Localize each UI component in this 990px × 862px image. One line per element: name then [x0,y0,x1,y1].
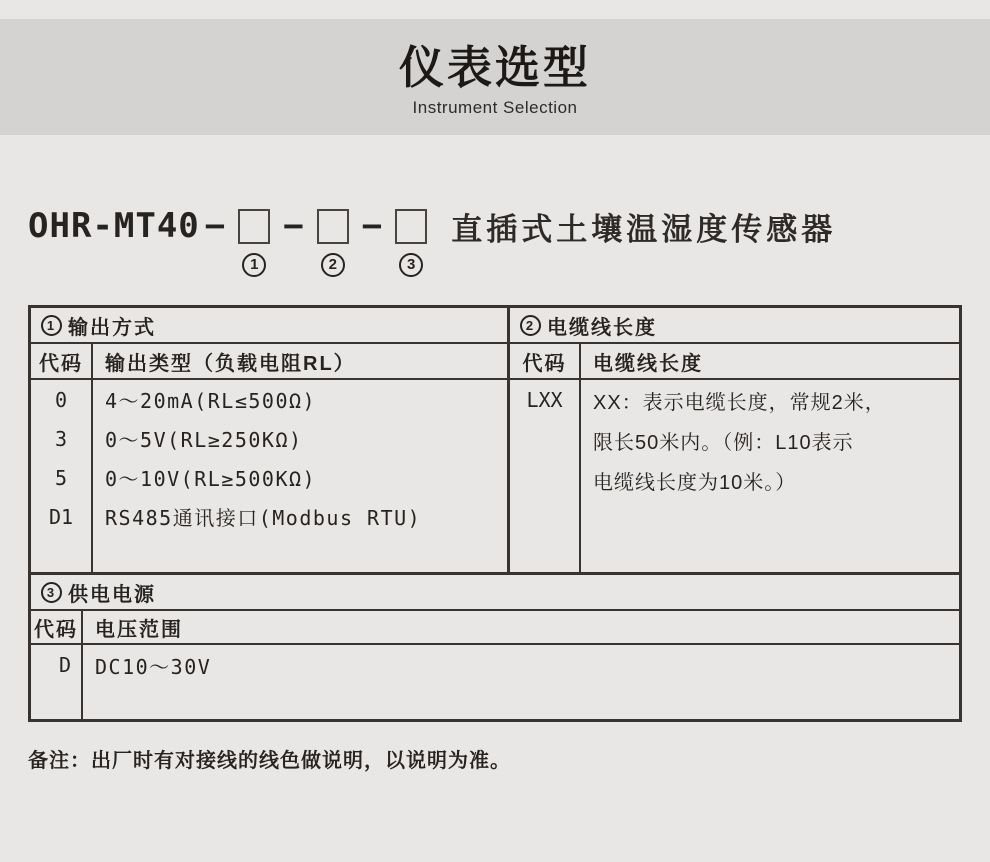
section-output-mode [31,308,510,572]
section2-desc-column [581,380,959,572]
section3-desc-column [83,645,959,719]
circled-number-3: 3 [399,253,423,277]
section1-body [31,380,507,572]
section1-code-column [31,380,93,572]
dash-separator: − [204,206,226,246]
col-header-code: 代码 [31,344,93,378]
table-cell: 0 [54,387,68,412]
section3-code-column [31,645,83,719]
section3-title: 供电电源 [68,583,156,606]
table-cell: DC10～30V [95,654,212,679]
table-cell: D1 [48,504,74,529]
product-name: 直插式土壤温湿度传感器 [451,211,837,247]
table-cell: 3 [54,426,68,451]
col-header-desc: 输出类型（负载电阻RL） [105,352,356,375]
option-box-1 [238,209,270,273]
selection-table [28,305,962,722]
model-prefix: OHR-MT40 [28,206,200,246]
header-band [0,19,990,135]
section1-desc-column [93,380,507,572]
option-box-2 [317,209,349,273]
section3-column-header [31,611,959,645]
table-cell: 限长50米内。（例：L10表示 [593,431,854,454]
table-cell: XX：表示电缆长度，常规2米， [593,391,886,414]
note-text: 出厂时有对接线的线色做说明，以说明为准。 [91,750,511,772]
table-cell: D [58,653,71,677]
section2-code-column [510,380,581,572]
col-header-desc: 电压范围 [95,618,183,641]
table-cell: 0～5V(RL≥250KΩ) [105,428,303,452]
table-cell: 电缆线长度为10米。） [593,471,797,494]
section-power-supply [31,575,959,719]
section1-column-header [31,344,507,380]
section1-title: 输出方式 [68,316,156,339]
circled-number-2: 2 [520,315,541,336]
col-header-code: 代码 [510,344,581,378]
option-box-3 [395,209,427,273]
circled-number-2: 2 [321,253,345,277]
table-cell: 4～20mA(RL≤500Ω) [105,389,317,413]
section3-body [31,645,959,719]
page-subtitle: Instrument Selection [412,97,578,117]
col-header-desc: 电缆线长度 [593,352,703,375]
col-header-code: 代码 [31,611,83,643]
table-top-sections [31,308,959,575]
circled-number-1: 1 [242,253,266,277]
section1-header [31,308,507,344]
table-cell: RS485通讯接口(Modbus RTU) [105,506,422,530]
circled-number-1: 1 [41,315,62,336]
table-cell: LXX [526,388,563,412]
section2-header [510,308,959,344]
circled-number-3: 3 [41,582,62,603]
section-cable-length [510,308,959,572]
footer-note [28,744,511,773]
section3-header [31,575,959,611]
table-cell: 5 [54,465,68,490]
dash-separator: − [361,206,383,246]
section2-column-header [510,344,959,380]
note-label: 备注： [28,750,91,772]
dash-separator: − [283,206,304,246]
model-designation [28,203,837,273]
table-cell: 0～10V(RL≥500KΩ) [105,467,317,491]
section2-title: 电缆线长度 [547,316,657,339]
section2-body [510,380,959,572]
page-title: 仪表选型 [398,42,591,93]
